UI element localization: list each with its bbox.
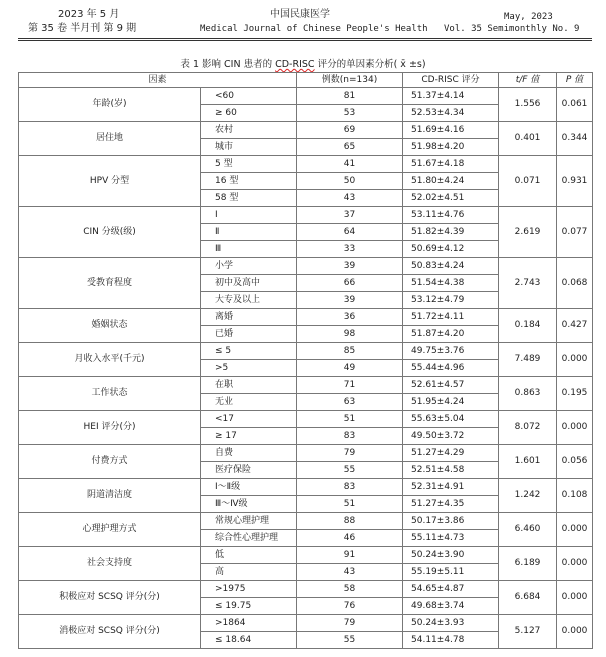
count-cell: 36	[297, 309, 403, 326]
level-cell: 自费	[201, 445, 297, 462]
table-row	[19, 479, 593, 496]
score-cell: 54.65±4.87	[403, 581, 499, 598]
score-cell: 51.95±4.24	[403, 394, 499, 411]
p-value-cell: 0.344	[557, 122, 593, 156]
level-cell: Ⅲ～Ⅳ级	[201, 496, 297, 513]
level-cell: 低	[201, 547, 297, 564]
score-cell: 52.02±4.51	[403, 190, 499, 207]
header-n: 例数(n=134)	[297, 73, 403, 88]
journal-date-en: May, 2023	[504, 12, 553, 22]
count-cell: 71	[297, 377, 403, 394]
level-cell: 大专及以上	[201, 292, 297, 309]
p-value-cell: 0.056	[557, 445, 593, 479]
caption-suffix: 评分的单因素分析( x̄ ±s)	[314, 59, 426, 70]
level-cell: 58 型	[201, 190, 297, 207]
score-cell: 49.68±3.74	[403, 598, 499, 615]
count-cell: 85	[297, 343, 403, 360]
factor-cell: HEI 评分(分)	[19, 411, 201, 445]
score-cell: 51.37±4.14	[403, 88, 499, 105]
level-cell: ≤ 19.75	[201, 598, 297, 615]
table-row	[19, 258, 593, 275]
level-cell: Ⅰ	[201, 207, 297, 224]
level-cell: 离婚	[201, 309, 297, 326]
count-cell: 66	[297, 275, 403, 292]
table-row	[19, 207, 593, 224]
caption-prefix: 表 1 影响 CIN 患者的	[180, 59, 276, 70]
table-row	[19, 122, 593, 139]
table-row	[19, 513, 593, 530]
table-row	[19, 377, 593, 394]
score-cell: 54.11±4.78	[403, 632, 499, 649]
score-cell: 49.50±3.72	[403, 428, 499, 445]
table-row	[19, 581, 593, 598]
level-cell: Ⅲ	[201, 241, 297, 258]
p-value-cell: 0.108	[557, 479, 593, 513]
stat-cell: 6.189	[499, 547, 557, 581]
journal-volume-issue: 第 35 卷 半月刊 第 9 期	[28, 23, 137, 34]
factor-cell: 积极应对 SCSQ 评分(分)	[19, 581, 201, 615]
table-caption	[0, 56, 606, 70]
stat-cell: 0.863	[499, 377, 557, 411]
header-factor: 因素	[19, 73, 297, 88]
caption-underlined: CD-RISC	[275, 59, 315, 70]
count-cell: 43	[297, 190, 403, 207]
factor-cell: 月收入水平(千元)	[19, 343, 201, 377]
score-cell: 51.69±4.16	[403, 122, 499, 139]
count-cell: 76	[297, 598, 403, 615]
score-cell: 52.51±4.58	[403, 462, 499, 479]
p-value-cell: 0.000	[557, 513, 593, 547]
score-cell: 52.31±4.91	[403, 479, 499, 496]
level-cell: 5 型	[201, 156, 297, 173]
count-cell: 58	[297, 581, 403, 598]
count-cell: 51	[297, 496, 403, 513]
count-cell: 43	[297, 564, 403, 581]
stat-cell: 1.601	[499, 445, 557, 479]
score-cell: 50.24±3.90	[403, 547, 499, 564]
journal-volume-en: Vol. 35 Semimonthly No. 9	[444, 24, 580, 34]
level-cell: ≥ 60	[201, 105, 297, 122]
table-body	[19, 88, 593, 649]
level-cell: 综合性心理护理	[201, 530, 297, 547]
count-cell: 39	[297, 258, 403, 275]
p-value-cell: 0.000	[557, 411, 593, 445]
level-cell: 无业	[201, 394, 297, 411]
header-stat: t/F 值	[499, 73, 557, 88]
stat-cell: 5.127	[499, 615, 557, 649]
count-cell: 46	[297, 530, 403, 547]
count-cell: 39	[297, 292, 403, 309]
score-cell: 53.11±4.76	[403, 207, 499, 224]
count-cell: 51	[297, 411, 403, 428]
count-cell: 37	[297, 207, 403, 224]
analysis-table	[18, 72, 593, 649]
level-cell: Ⅱ	[201, 224, 297, 241]
score-cell: 51.98±4.20	[403, 139, 499, 156]
score-cell: 51.54±4.38	[403, 275, 499, 292]
level-cell: 常规心理护理	[201, 513, 297, 530]
level-cell: ≤ 18.64	[201, 632, 297, 649]
journal-title-en: Medical Journal of Chinese People's Health	[200, 24, 428, 34]
count-cell: 91	[297, 547, 403, 564]
score-cell: 50.83±4.24	[403, 258, 499, 275]
p-value-cell: 0.077	[557, 207, 593, 258]
stat-cell: 2.619	[499, 207, 557, 258]
score-cell: 50.69±4.12	[403, 241, 499, 258]
count-cell: 98	[297, 326, 403, 343]
table-row	[19, 411, 593, 428]
table-row	[19, 615, 593, 632]
factor-cell: 社会支持度	[19, 547, 201, 581]
p-value-cell: 0.000	[557, 343, 593, 377]
count-cell: 79	[297, 445, 403, 462]
level-cell: 16 型	[201, 173, 297, 190]
score-cell: 51.87±4.20	[403, 326, 499, 343]
stat-cell: 0.401	[499, 122, 557, 156]
score-cell: 52.61±4.57	[403, 377, 499, 394]
factor-cell: 消极应对 SCSQ 评分(分)	[19, 615, 201, 649]
score-cell: 55.19±5.11	[403, 564, 499, 581]
p-value-cell: 0.931	[557, 156, 593, 207]
level-cell: 已婚	[201, 326, 297, 343]
level-cell: 农村	[201, 122, 297, 139]
factor-cell: 心理护理方式	[19, 513, 201, 547]
table-row	[19, 156, 593, 173]
factor-cell: 受教育程度	[19, 258, 201, 309]
score-cell: 52.53±4.34	[403, 105, 499, 122]
count-cell: 49	[297, 360, 403, 377]
score-cell: 51.27±4.35	[403, 496, 499, 513]
score-cell: 55.11±4.73	[403, 530, 499, 547]
table-row	[19, 343, 593, 360]
score-cell: 51.27±4.29	[403, 445, 499, 462]
score-cell: 51.72±4.11	[403, 309, 499, 326]
score-cell: 51.82±4.39	[403, 224, 499, 241]
table-row	[19, 88, 593, 105]
p-value-cell: 0.000	[557, 615, 593, 649]
score-cell: 51.67±4.18	[403, 156, 499, 173]
journal-title-cn: 中国民康医学	[270, 9, 330, 20]
factor-cell: 年龄(岁)	[19, 88, 201, 122]
factor-cell: HPV 分型	[19, 156, 201, 207]
count-cell: 63	[297, 394, 403, 411]
header-p: P 值	[557, 73, 593, 88]
count-cell: 64	[297, 224, 403, 241]
p-value-cell: 0.000	[557, 581, 593, 615]
count-cell: 50	[297, 173, 403, 190]
p-value-cell: 0.000	[557, 547, 593, 581]
journal-date: 2023 年 5 月	[58, 9, 120, 20]
level-cell: <17	[201, 411, 297, 428]
header-score: CD-RISC 评分	[403, 73, 499, 88]
p-value-cell: 0.061	[557, 88, 593, 122]
count-cell: 88	[297, 513, 403, 530]
p-value-cell: 0.195	[557, 377, 593, 411]
stat-cell: 8.072	[499, 411, 557, 445]
stat-cell: 7.489	[499, 343, 557, 377]
score-cell: 51.80±4.24	[403, 173, 499, 190]
score-cell: 55.63±5.04	[403, 411, 499, 428]
level-cell: 高	[201, 564, 297, 581]
table-row	[19, 445, 593, 462]
stat-cell: 2.743	[499, 258, 557, 309]
level-cell: >1864	[201, 615, 297, 632]
table-row	[19, 547, 593, 564]
level-cell: >1975	[201, 581, 297, 598]
level-cell: 医疗保险	[201, 462, 297, 479]
count-cell: 65	[297, 139, 403, 156]
factor-cell: 工作状态	[19, 377, 201, 411]
score-cell: 50.24±3.93	[403, 615, 499, 632]
p-value-cell: 0.068	[557, 258, 593, 309]
count-cell: 53	[297, 105, 403, 122]
level-cell: ≥ 17	[201, 428, 297, 445]
level-cell: 小学	[201, 258, 297, 275]
level-cell: Ⅰ～Ⅱ级	[201, 479, 297, 496]
score-cell: 50.17±3.86	[403, 513, 499, 530]
stat-cell: 1.242	[499, 479, 557, 513]
table-header-row	[19, 73, 593, 88]
count-cell: 55	[297, 462, 403, 479]
stat-cell: 0.071	[499, 156, 557, 207]
count-cell: 83	[297, 479, 403, 496]
count-cell: 41	[297, 156, 403, 173]
score-cell: 55.44±4.96	[403, 360, 499, 377]
level-cell: 在职	[201, 377, 297, 394]
factor-cell: 付费方式	[19, 445, 201, 479]
level-cell: 初中及高中	[201, 275, 297, 292]
stat-cell: 6.684	[499, 581, 557, 615]
level-cell: <60	[201, 88, 297, 105]
p-value-cell: 0.427	[557, 309, 593, 343]
count-cell: 33	[297, 241, 403, 258]
header-rule-thin	[18, 40, 592, 41]
count-cell: 83	[297, 428, 403, 445]
header-rule	[18, 38, 592, 39]
factor-cell: CIN 分级(级)	[19, 207, 201, 258]
stat-cell: 0.184	[499, 309, 557, 343]
level-cell: ≤ 5	[201, 343, 297, 360]
score-cell: 49.75±3.76	[403, 343, 499, 360]
count-cell: 69	[297, 122, 403, 139]
table-row	[19, 309, 593, 326]
count-cell: 55	[297, 632, 403, 649]
factor-cell: 阴道清洁度	[19, 479, 201, 513]
factor-cell: 居住地	[19, 122, 201, 156]
level-cell: >5	[201, 360, 297, 377]
score-cell: 53.12±4.79	[403, 292, 499, 309]
count-cell: 81	[297, 88, 403, 105]
count-cell: 79	[297, 615, 403, 632]
factor-cell: 婚姻状态	[19, 309, 201, 343]
level-cell: 城市	[201, 139, 297, 156]
stat-cell: 1.556	[499, 88, 557, 122]
stat-cell: 6.460	[499, 513, 557, 547]
